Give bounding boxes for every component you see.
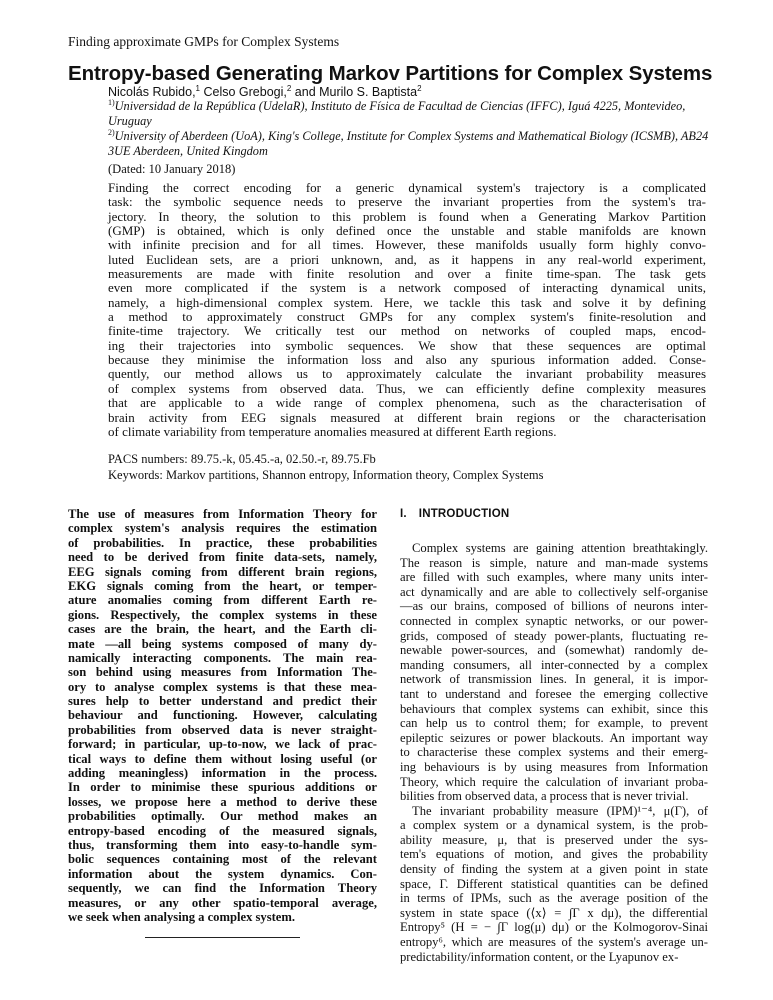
text-line: because they minimise the information loss and also any spurious information added. Conse- (108, 352, 706, 368)
text-line: The invariant probability measure (IPM)¹⁻⁴, μ(Γ), of (412, 803, 708, 818)
text-line: of complex systems from observed data. Thus, we can efficiently define complexity measures (108, 380, 706, 396)
text-line: even more complicated if the system is a network composed of interacting dynamical units, (108, 280, 706, 296)
text-line: of climate variability from temperature anomalies measured at different Earth regions. (108, 423, 557, 439)
section-number: I. (400, 508, 407, 520)
text-line: jectory. In theory, the solution to this problem is found when a Generating Markov Partition (108, 208, 706, 224)
text-line: entropy⁶, which are measures of the system's average un- (400, 935, 708, 950)
affiliation-marker: 2 (286, 83, 292, 93)
text-line: newable power-sources, and (somewhat) randomly de- (400, 643, 708, 658)
introduction-text (400, 541, 708, 964)
text-line: ability measure, μ, that is preserved under the sys- (400, 832, 708, 847)
text-line: The reason is simple, nature and man-made systems (400, 555, 708, 570)
affiliation-text: University of Aberdeen (UoA), King's College, Institute for Complex Systems and Mathematical Biology (ICSMB), AB24 3UE Aberdeen, United Kingdom (108, 129, 709, 158)
text-line: to characterise these complex systems and their emerg- (400, 745, 708, 760)
text-line: Theory, which require the calculation of invariant proba- (400, 774, 708, 789)
affiliation-marker: 1 (195, 83, 200, 93)
text-line: bilities from observed data, a process that is never trivial. (400, 789, 689, 804)
author-name: and Murilo S. Baptista (294, 85, 418, 99)
pacs-numbers: PACS numbers: 89.75.-k, 05.45.-a, 02.50.-r, 89.75.Fb (108, 452, 376, 467)
text-line: behaviour and functioning. However, calculating (68, 708, 377, 723)
text-line: ory to analyse complex systems is that these mea- (68, 679, 377, 694)
text-line: of probabilities. In practice, these probabilities (68, 535, 377, 550)
text-line: act dynamically and are able to collectively self-organise (400, 584, 708, 599)
text-line: mate —all being systems composed of many dy- (68, 636, 377, 651)
affiliation-mark: 1) (108, 97, 115, 107)
text-line: need to be derived from finite data-sets, namely, (68, 550, 377, 565)
text-line: entropy-based encoding of the measured signals, (68, 823, 377, 838)
text-line: namically interacting components. The main rea- (68, 650, 377, 665)
text-line: forward; in particular, up-to-now, we lack of prac- (68, 737, 377, 752)
text-line: finite-time trajectory. We critically test our method on networks of coupled maps, encod- (108, 323, 706, 339)
footnote-rule (145, 937, 300, 938)
text-line: measures, or any other spatio-temporal average, (68, 895, 377, 910)
text-line: brain activity from EEG signals measured at different brain regions or the characterisation (108, 409, 706, 425)
affiliation-text: Universidad de la República (UdelaR), Instituto de Física de Facultad de Ciencias (IFFC), Iguá 4225, Montevideo, Uruguay (108, 99, 686, 128)
text-line: tant to understand and foresee the emerging collective (400, 686, 708, 701)
front-matter (108, 99, 720, 483)
text-line: sequently, we can find the Information Theory (68, 881, 377, 896)
text-line: density of finding the system at a given point in state (400, 862, 708, 877)
text-line: cases are the brain, the heart, and the Earth cli- (68, 622, 377, 637)
text-line: ing behaviours is by using measures from Information (400, 759, 708, 774)
affiliation-1 (108, 99, 720, 129)
author-list (108, 85, 422, 99)
text-line: (GMP) is obtained, which is only defined once the unstable and stable manifolds are known (108, 223, 706, 239)
text-line: in terms of IPMs, such as the average position of the (400, 891, 708, 906)
text-line: sures help to better understand and predict their (68, 694, 377, 709)
text-line: EKG signals coming from the heart, or temper- (68, 578, 377, 593)
text-line: epileptic seizures or power blackouts. An important way (400, 730, 708, 745)
text-line: behaviours that complex systems can exhibit, since this (400, 701, 708, 716)
text-line: EEG signals coming from different brain regions, (68, 564, 377, 579)
keywords: Keywords: Markov partitions, Shannon entropy, Information theory, Complex Systems (108, 468, 544, 483)
date-line: (Dated: 10 January 2018) (108, 162, 236, 176)
text-line: The use of measures from Information Theory for (68, 507, 377, 521)
text-line: space, Γ. Different statistical quantities can be defined (400, 876, 708, 891)
text-line: we seek when analysing a complex system. (68, 909, 296, 924)
text-line: complex system's analysis requires the estimation (68, 521, 377, 536)
section-heading (400, 508, 509, 520)
text-line: with infinite precision and for all times. However, these manifolds usually form highly convo- (108, 237, 706, 253)
text-line: Finding the correct encoding for a generic dynamical system's trajectory is a complicated (108, 180, 706, 195)
text-line: are filled with such examples, where many units inter- (400, 570, 708, 585)
text-line: —as our brains, composed of billions of neurons inter- (400, 599, 708, 614)
text-line: information about the system dynamics. Con- (68, 866, 377, 881)
summary-column (68, 507, 377, 924)
affiliation-marker: 2 (417, 83, 422, 93)
text-line: grids, composed of steady power-plants, fluctuating re- (400, 628, 708, 643)
text-line: thus, transforming them into easy-to-handle sym- (68, 837, 377, 852)
text-line: a method to approximately construct GMPs for any complex system's finite-resolution and (108, 309, 706, 325)
text-line: can help us to control them; for example, to prevent (400, 716, 708, 731)
text-line: system in state space (⟨x⟩ = ∫Γ x dμ), the differential (400, 905, 708, 920)
text-line: network of transmission lines. In general, it is impor- (400, 672, 708, 687)
text-line: tem's equations of motion, and gives the probability (400, 847, 708, 862)
author-name: Nicolás Rubido, (108, 85, 196, 99)
text-line: connected in complex synaptic networks, or our power- (400, 613, 708, 628)
text-line: measurements are made with finite resolution and over a finite time-span. The task gets (108, 266, 706, 282)
text-line: ature anomalies coming from different Earth re- (68, 593, 377, 608)
abstract (108, 181, 706, 439)
text-line: predictability/information content, or the Lyapunov ex- (400, 949, 679, 964)
running-head: Finding approximate GMPs for Complex Systems (68, 34, 340, 49)
text-line: bolic sequences containing most of the relevant (68, 852, 377, 867)
text-line: probabilities from observed data is never straight- (68, 722, 377, 737)
text-line: probabilities optimally. Our method makes an (68, 809, 377, 824)
text-line: ing their trajectories into symbolic sequences. We show that these sequences are optimal (108, 337, 706, 353)
text-line: losses, we propose here a method to derive these (68, 794, 377, 809)
text-line: a complex system or a dynamical system, is the prob- (400, 818, 708, 833)
affiliation-2 (108, 129, 720, 159)
text-line: gions. Respectively, the complex systems in these (68, 607, 377, 622)
text-line: Complex systems are gaining attention breathtakingly. (412, 541, 708, 555)
text-line: Entropy⁵ (H = − ∫Γ log(μ) dμ) or the Kolmogorov-Sinai (400, 920, 708, 935)
paper-title: Entropy-based Generating Markov Partitions for Complex Systems (68, 62, 713, 85)
author-name: Celso Grebogi, (203, 85, 287, 99)
text-line: quently, our method allows us to approximately calculate the invariant probability measures (108, 366, 706, 382)
section-title: INTRODUCTION (418, 508, 510, 520)
text-line: namely, a high-dimensional complex system. Here, we tackle this task and solve it by defining (108, 294, 706, 310)
text-line: that are applicable to a wide range of complex phenomena, such as the characterisation of (108, 395, 706, 411)
text-line: In order to minimise these spurious additions or (68, 780, 377, 795)
text-line: tical ways to define them without losing useful (or (68, 751, 377, 766)
text-line: son behind using measures from Information The- (68, 665, 377, 680)
text-line: luted Euclidean sets, are a priori unknown, and, as it happens in any real-world experiment, (108, 251, 706, 267)
text-line: manding consumers, all inter-connected by a complex (400, 657, 708, 672)
text-line: adding meaningless) information in the process. (68, 766, 377, 781)
text-line: task: the symbolic sequence needs to preserve the invariant properties from the system's tra- (108, 194, 706, 210)
affiliation-mark: 2) (108, 127, 115, 137)
